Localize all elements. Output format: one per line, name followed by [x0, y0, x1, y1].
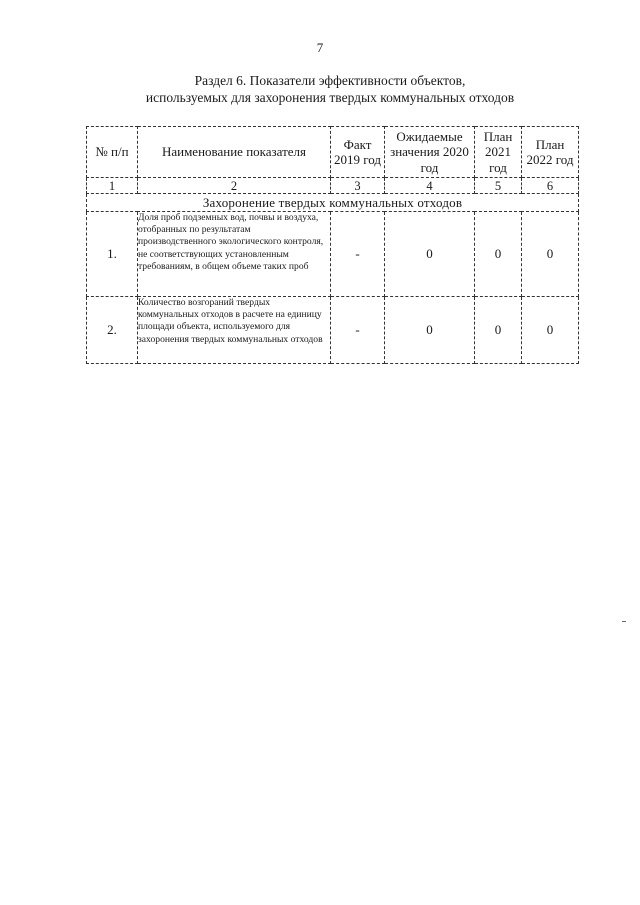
table-header-row — [87, 127, 579, 178]
indicators-table — [86, 126, 579, 364]
plan-2021-value: 0 — [475, 297, 522, 364]
section-title-line-1: Раздел 6. Показатели эффективности объектов, — [194, 73, 466, 88]
column-number: 4 — [385, 178, 475, 194]
expected-2020-value: 0 — [385, 212, 475, 297]
column-number: 3 — [331, 178, 385, 194]
row-index: 1. — [87, 212, 138, 297]
plan-2022-value: 0 — [522, 212, 579, 297]
column-number-row — [87, 178, 579, 194]
header-expected-2020: Ожидаемые значения 2020 год — [385, 127, 475, 178]
section-title-line-2: используемых для захоронения твердых коммунальных отходов — [145, 90, 515, 105]
section-title — [60, 72, 600, 106]
section-heading-row — [87, 194, 579, 212]
header-plan-2021: План 2021 год — [475, 127, 522, 178]
page-number: 7 — [316, 40, 324, 55]
plan-2022-value: 0 — [522, 297, 579, 364]
column-number: 2 — [138, 178, 331, 194]
scan-artifact-mark — [622, 621, 626, 622]
header-fact-2019: Факт 2019 год — [331, 127, 385, 178]
indicator-name: Доля проб подземных вод, почвы и воздуха, отобранных по результатам производственного экологического контроля, не соответствующих установленным требованиям, в общем объеме таких проб — [138, 212, 331, 297]
section-heading: Захоронение твердых коммунальных отходов — [87, 194, 579, 212]
table-row — [87, 212, 579, 297]
column-number: 1 — [87, 178, 138, 194]
plan-2021-value: 0 — [475, 212, 522, 297]
column-number: 5 — [475, 178, 522, 194]
table-row — [87, 297, 579, 364]
indicator-name: Количество возгораний твердых коммунальных отходов в расчете на единицу площади объекта, используемого для захоронения твердых коммунальных отходов — [138, 297, 331, 364]
header-indicator-name: Наименование показателя — [138, 127, 331, 178]
header-plan-2022: План 2022 год — [522, 127, 579, 178]
expected-2020-value: 0 — [385, 297, 475, 364]
header-row-number: № п/п — [87, 127, 138, 178]
column-number: 6 — [522, 178, 579, 194]
fact-2019-value: - — [331, 212, 385, 297]
fact-2019-value: - — [331, 297, 385, 364]
row-index: 2. — [87, 297, 138, 364]
